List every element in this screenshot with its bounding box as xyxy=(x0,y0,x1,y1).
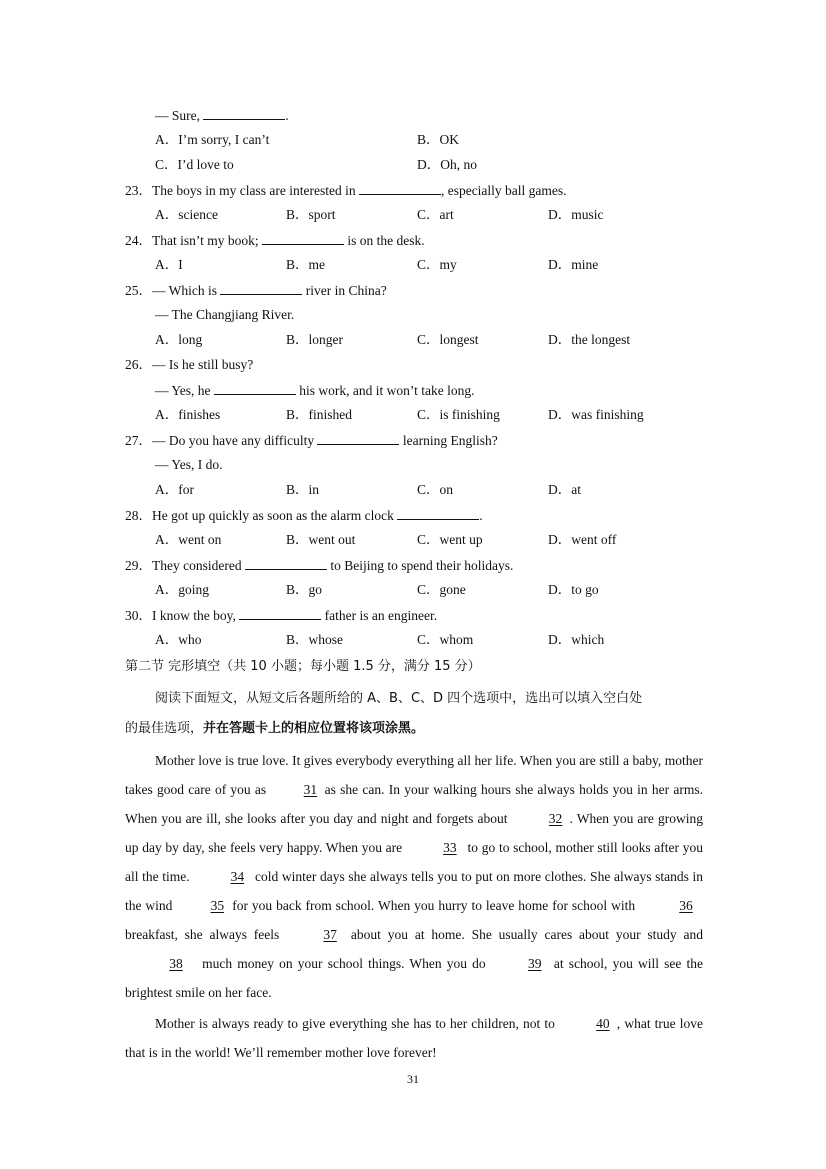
blank-34[interactable]: 34 xyxy=(230,869,245,884)
q26-option-c[interactable]: C．is finishing xyxy=(417,407,500,422)
q29-option-b[interactable]: B．go xyxy=(286,582,323,597)
q22-option-d[interactable]: D．Oh, no xyxy=(417,157,477,172)
blank-33[interactable]: 33 xyxy=(443,840,457,855)
q22-option-c[interactable]: C．I’d love to xyxy=(155,157,234,172)
question-28: 28．He got up quickly as soon as the alarm clock . xyxy=(125,508,483,523)
answer-blank[interactable] xyxy=(359,181,441,195)
section-instructions-cont: 的最佳选项，并在答题卡上的相应位置将该项涂黑。 xyxy=(125,721,425,736)
q24-option-a[interactable]: A．I xyxy=(155,257,183,272)
q25-reply: — The Changjiang River. xyxy=(155,307,295,322)
question-27: 27．— Do you have any difficulty learning English? xyxy=(125,433,498,448)
q28-option-d[interactable]: D．went off xyxy=(548,532,617,547)
q27-option-a[interactable]: A．for xyxy=(155,482,194,497)
blank-39[interactable]: 39 xyxy=(528,956,542,971)
q25-option-d[interactable]: D．the longest xyxy=(548,332,631,347)
question-29: 29．They considered to Beijing to spend their holidays. xyxy=(125,558,514,573)
answer-blank[interactable] xyxy=(262,231,344,245)
blank-31[interactable]: 31 xyxy=(303,782,318,797)
q30-option-b[interactable]: B．whose xyxy=(286,632,343,647)
blank-36[interactable]: 36 xyxy=(679,898,693,913)
question-30: 30．I know the boy, father is an engineer. xyxy=(125,608,438,623)
question-25: 25．— Which is river in China? xyxy=(125,283,387,298)
q26-option-d[interactable]: D．was finishing xyxy=(548,407,644,422)
answer-blank[interactable] xyxy=(317,431,399,445)
q29-option-d[interactable]: D．to go xyxy=(548,582,599,597)
q30-option-a[interactable]: A．who xyxy=(155,632,202,647)
q25-option-b[interactable]: B．longer xyxy=(286,332,343,347)
q26-reply: — Yes, he his work, and it won’t take long. xyxy=(155,383,475,398)
q23-option-a[interactable]: A．science xyxy=(155,207,218,222)
q27-option-b[interactable]: B．in xyxy=(286,482,320,497)
blank-32[interactable]: 32 xyxy=(548,811,563,826)
answer-blank[interactable] xyxy=(397,506,479,520)
q28-option-b[interactable]: B．went out xyxy=(286,532,356,547)
blank-35[interactable]: 35 xyxy=(210,898,225,913)
q25-option-a[interactable]: A．long xyxy=(155,332,203,347)
answer-blank[interactable] xyxy=(239,606,321,620)
answer-blank[interactable] xyxy=(220,281,302,295)
q30-option-c[interactable]: C．whom xyxy=(417,632,474,647)
q22-option-a[interactable]: A．I’m sorry, I can’t xyxy=(155,132,270,147)
blank-40[interactable]: 40 xyxy=(596,1016,610,1031)
q27-option-d[interactable]: D．at xyxy=(548,482,581,497)
q26-option-b[interactable]: B．finished xyxy=(286,407,352,422)
q23-option-d[interactable]: D．music xyxy=(548,207,604,222)
q27-reply: — Yes, I do. xyxy=(155,457,223,472)
q28-option-c[interactable]: C．went up xyxy=(417,532,483,547)
answer-blank[interactable] xyxy=(203,106,285,120)
q25-option-c[interactable]: C．longest xyxy=(417,332,479,347)
question-24: 24．That isn’t my book; is on the desk. xyxy=(125,233,425,248)
blank-37[interactable]: 37 xyxy=(323,927,337,942)
instruction-emphasis: 并在答题卡上的相应位置将该项涂黑。 xyxy=(203,721,425,736)
q29-option-a[interactable]: A．going xyxy=(155,582,209,597)
q29-option-c[interactable]: C．gone xyxy=(417,582,466,597)
question-26: 26．— Is he still busy? xyxy=(125,357,254,372)
q22-reply: — Sure, . xyxy=(155,108,289,123)
answer-blank[interactable] xyxy=(245,556,327,570)
page-number: 31 xyxy=(407,1072,419,1086)
q23-option-c[interactable]: C．art xyxy=(417,207,454,222)
section-instructions: 阅读下面短文，从短文后各题所给的 A、B、C、D 四个选项中，选出可以填入空白处 xyxy=(155,691,643,706)
question-23: 23．The boys in my class are interested in , especially ball games. xyxy=(125,183,567,198)
section-title: 第二节 完形填空（共 10 小题；每小题 1.5 分，满分 15 分） xyxy=(125,659,481,674)
q23-option-b[interactable]: B．sport xyxy=(286,207,336,222)
q24-option-b[interactable]: B．me xyxy=(286,257,325,272)
passage-paragraph-2: Mother is always ready to give everything she has to her children, not to 40 , what true love that is in the world! We’ll remember mother love forever! xyxy=(125,1009,703,1067)
answer-blank[interactable] xyxy=(214,381,296,395)
passage-paragraph-1: Mother love is true love. It gives everybody everything all her life. When you are still a baby, mother takes good care of you as 31 as she can. In your walking hours she always holds you in her arms. When you are ill, she looks after you day and night and forgets about 32 . When you are growing up day by day, she feels very happy. When you are 33 to go to school, mother still looks after you all the time. 34 cold winter days she always tells you to put on more clothes. She always stands in the wind 35 for you back from school. When you hurry to leave home for school with 36 breakfast, she always feels 37 about you at home. She usually cares about your study and 38 much money on your school things. When you do 39 at school, you will see the brightest smile on her face. xyxy=(125,753,703,1000)
q30-option-d[interactable]: D．which xyxy=(548,632,605,647)
q22-option-b[interactable]: B．OK xyxy=(417,132,460,147)
q26-option-a[interactable]: A．finishes xyxy=(155,407,221,422)
q24-option-c[interactable]: C．my xyxy=(417,257,457,272)
blank-38[interactable]: 38 xyxy=(169,956,183,971)
q27-option-c[interactable]: C．on xyxy=(417,482,454,497)
q24-option-d[interactable]: D．mine xyxy=(548,257,599,272)
q28-option-a[interactable]: A．went on xyxy=(155,532,222,547)
